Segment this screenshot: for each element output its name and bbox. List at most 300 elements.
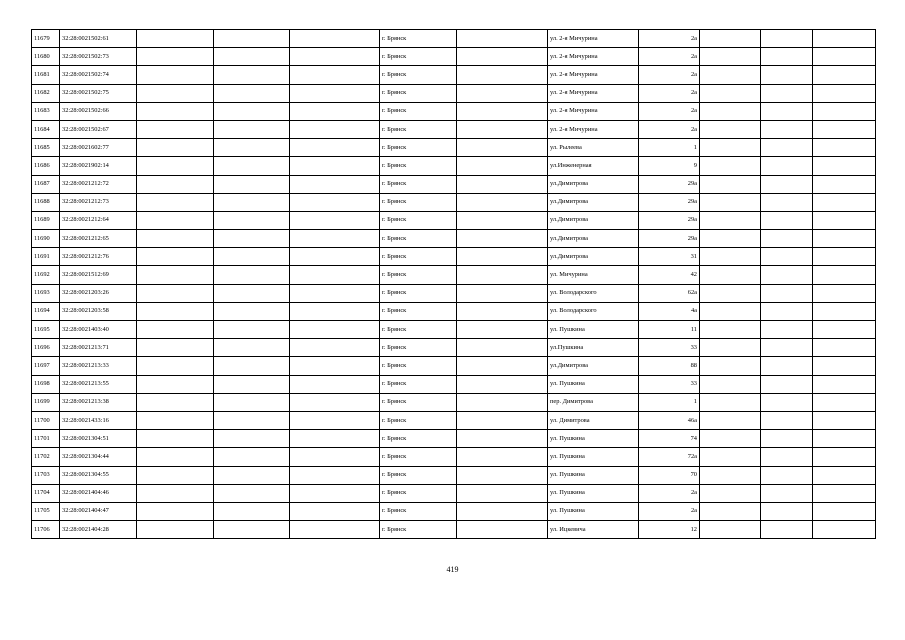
empty-cell bbox=[700, 84, 761, 102]
empty-cell bbox=[290, 84, 380, 102]
empty-cell bbox=[457, 375, 548, 393]
empty-cell bbox=[700, 48, 761, 66]
row-number: 11680 bbox=[32, 48, 60, 66]
empty-cell bbox=[813, 284, 876, 302]
cadastral-number: 32:28:0021304:44 bbox=[60, 448, 137, 466]
table-row bbox=[32, 448, 876, 466]
city-cell: г. Брянск bbox=[380, 102, 457, 120]
empty-cell bbox=[137, 284, 214, 302]
empty-cell bbox=[290, 175, 380, 193]
empty-cell bbox=[700, 248, 761, 266]
empty-cell bbox=[137, 430, 214, 448]
street-cell: ул.Димитрова bbox=[548, 211, 639, 229]
empty-cell bbox=[290, 248, 380, 266]
empty-cell bbox=[137, 193, 214, 211]
street-cell: ул. 2-я Мичурина bbox=[548, 30, 639, 48]
city-cell: г. Брянск bbox=[380, 321, 457, 339]
street-cell: пер. Димитрова bbox=[548, 393, 639, 411]
empty-cell bbox=[457, 139, 548, 157]
cadastral-number: 32:28:0021502:61 bbox=[60, 30, 137, 48]
empty-cell bbox=[813, 248, 876, 266]
empty-cell bbox=[761, 375, 813, 393]
street-cell: ул. 2-я Мичурина bbox=[548, 66, 639, 84]
empty-cell bbox=[700, 393, 761, 411]
row-number: 11690 bbox=[32, 230, 60, 248]
street-cell: ул. Пушкина bbox=[548, 502, 639, 520]
empty-cell bbox=[761, 302, 813, 320]
empty-cell bbox=[290, 484, 380, 502]
empty-cell bbox=[700, 302, 761, 320]
empty-cell bbox=[813, 339, 876, 357]
empty-cell bbox=[457, 393, 548, 411]
empty-cell bbox=[761, 430, 813, 448]
street-cell: ул.Димитрова bbox=[548, 357, 639, 375]
empty-cell bbox=[700, 230, 761, 248]
cadastral-number: 32:28:0021213:38 bbox=[60, 393, 137, 411]
empty-cell bbox=[137, 521, 214, 539]
house-cell: 12 bbox=[639, 521, 700, 539]
empty-cell bbox=[290, 157, 380, 175]
empty-cell bbox=[137, 448, 214, 466]
empty-cell bbox=[290, 357, 380, 375]
street-cell: ул. Пушкина bbox=[548, 466, 639, 484]
cadastral-number: 32:28:0021212:73 bbox=[60, 193, 137, 211]
empty-cell bbox=[761, 193, 813, 211]
empty-cell bbox=[290, 284, 380, 302]
empty-cell bbox=[137, 120, 214, 138]
house-cell: 74 bbox=[639, 430, 700, 448]
row-number: 11701 bbox=[32, 430, 60, 448]
empty-cell bbox=[761, 30, 813, 48]
empty-cell bbox=[457, 211, 548, 229]
row-number: 11682 bbox=[32, 84, 60, 102]
empty-cell bbox=[700, 193, 761, 211]
house-cell: 2а bbox=[639, 66, 700, 84]
cadastral-number: 32:28:0021213:71 bbox=[60, 339, 137, 357]
empty-cell bbox=[457, 84, 548, 102]
house-cell: 2а bbox=[639, 502, 700, 520]
empty-cell bbox=[137, 30, 214, 48]
table-row bbox=[32, 266, 876, 284]
empty-cell bbox=[214, 102, 290, 120]
city-cell: г. Брянск bbox=[380, 357, 457, 375]
cadastral-number: 32:28:0021212:76 bbox=[60, 248, 137, 266]
empty-cell bbox=[214, 521, 290, 539]
row-number: 11686 bbox=[32, 157, 60, 175]
city-cell: г. Брянск bbox=[380, 339, 457, 357]
table-row bbox=[32, 502, 876, 520]
empty-cell bbox=[137, 466, 214, 484]
cadastral-number: 32:28:0021203:58 bbox=[60, 302, 137, 320]
empty-cell bbox=[700, 502, 761, 520]
empty-cell bbox=[700, 484, 761, 502]
empty-cell bbox=[700, 66, 761, 84]
table-row bbox=[32, 393, 876, 411]
row-number: 11684 bbox=[32, 120, 60, 138]
table-row bbox=[32, 248, 876, 266]
empty-cell bbox=[214, 339, 290, 357]
cadastral-number: 32:28:0021502:75 bbox=[60, 84, 137, 102]
city-cell: г. Брянск bbox=[380, 521, 457, 539]
table-row bbox=[32, 66, 876, 84]
city-cell: г. Брянск bbox=[380, 175, 457, 193]
street-cell: ул.Пушкина bbox=[548, 339, 639, 357]
house-cell: 29а bbox=[639, 193, 700, 211]
empty-cell bbox=[137, 502, 214, 520]
table-row bbox=[32, 284, 876, 302]
house-cell: 1 bbox=[639, 139, 700, 157]
empty-cell bbox=[137, 411, 214, 429]
table-row bbox=[32, 321, 876, 339]
empty-cell bbox=[290, 266, 380, 284]
table-row bbox=[32, 357, 876, 375]
empty-cell bbox=[137, 484, 214, 502]
row-number: 11695 bbox=[32, 321, 60, 339]
house-cell: 2а bbox=[639, 484, 700, 502]
empty-cell bbox=[813, 466, 876, 484]
cadastral-number: 32:28:0021304:51 bbox=[60, 430, 137, 448]
empty-cell bbox=[761, 411, 813, 429]
empty-cell bbox=[214, 266, 290, 284]
row-number: 11692 bbox=[32, 266, 60, 284]
empty-cell bbox=[290, 466, 380, 484]
empty-cell bbox=[457, 266, 548, 284]
empty-cell bbox=[290, 48, 380, 66]
empty-cell bbox=[761, 448, 813, 466]
empty-cell bbox=[214, 120, 290, 138]
empty-cell bbox=[813, 375, 876, 393]
house-cell: 70 bbox=[639, 466, 700, 484]
empty-cell bbox=[813, 430, 876, 448]
city-cell: г. Брянск bbox=[380, 484, 457, 502]
empty-cell bbox=[457, 284, 548, 302]
empty-cell bbox=[700, 339, 761, 357]
empty-cell bbox=[813, 484, 876, 502]
empty-cell bbox=[700, 411, 761, 429]
cadastral-number: 32:28:0021403:40 bbox=[60, 321, 137, 339]
empty-cell bbox=[457, 321, 548, 339]
city-cell: г. Брянск bbox=[380, 230, 457, 248]
empty-cell bbox=[137, 211, 214, 229]
empty-cell bbox=[761, 484, 813, 502]
empty-cell bbox=[457, 157, 548, 175]
empty-cell bbox=[761, 230, 813, 248]
house-cell: 29а bbox=[639, 230, 700, 248]
street-cell: ул. Рылеева bbox=[548, 139, 639, 157]
table-row bbox=[32, 466, 876, 484]
house-cell: 1 bbox=[639, 393, 700, 411]
empty-cell bbox=[457, 430, 548, 448]
street-cell: ул.Димитрова bbox=[548, 193, 639, 211]
empty-cell bbox=[214, 484, 290, 502]
empty-cell bbox=[457, 339, 548, 357]
empty-cell bbox=[761, 321, 813, 339]
empty-cell bbox=[813, 120, 876, 138]
house-cell: 2а bbox=[639, 84, 700, 102]
empty-cell bbox=[137, 266, 214, 284]
empty-cell bbox=[290, 211, 380, 229]
empty-cell bbox=[457, 30, 548, 48]
empty-cell bbox=[813, 521, 876, 539]
page-number: 419 bbox=[446, 565, 459, 574]
cadastral-number: 32:28:0021512:69 bbox=[60, 266, 137, 284]
row-number: 11704 bbox=[32, 484, 60, 502]
city-cell: г. Брянск bbox=[380, 120, 457, 138]
house-cell: 33 bbox=[639, 339, 700, 357]
empty-cell bbox=[761, 66, 813, 84]
city-cell: г. Брянск bbox=[380, 430, 457, 448]
empty-cell bbox=[214, 84, 290, 102]
empty-cell bbox=[290, 102, 380, 120]
street-cell: ул. Володарского bbox=[548, 302, 639, 320]
empty-cell bbox=[813, 266, 876, 284]
empty-cell bbox=[457, 120, 548, 138]
house-cell: 46а bbox=[639, 411, 700, 429]
table-row bbox=[32, 339, 876, 357]
empty-cell bbox=[214, 48, 290, 66]
city-cell: г. Брянск bbox=[380, 139, 457, 157]
table-row bbox=[32, 411, 876, 429]
empty-cell bbox=[137, 375, 214, 393]
house-cell: 2а bbox=[639, 30, 700, 48]
empty-cell bbox=[214, 411, 290, 429]
empty-cell bbox=[214, 139, 290, 157]
row-number: 11687 bbox=[32, 175, 60, 193]
empty-cell bbox=[700, 175, 761, 193]
empty-cell bbox=[137, 339, 214, 357]
empty-cell bbox=[290, 321, 380, 339]
empty-cell bbox=[700, 139, 761, 157]
empty-cell bbox=[700, 30, 761, 48]
empty-cell bbox=[457, 48, 548, 66]
city-cell: г. Брянск bbox=[380, 375, 457, 393]
empty-cell bbox=[214, 302, 290, 320]
empty-cell bbox=[761, 284, 813, 302]
empty-cell bbox=[700, 521, 761, 539]
empty-cell bbox=[761, 248, 813, 266]
empty-cell bbox=[761, 357, 813, 375]
empty-cell bbox=[137, 48, 214, 66]
row-number: 11681 bbox=[32, 66, 60, 84]
empty-cell bbox=[214, 30, 290, 48]
empty-cell bbox=[457, 357, 548, 375]
house-cell: 29а bbox=[639, 211, 700, 229]
cadastral-number: 32:28:0021502:74 bbox=[60, 66, 137, 84]
empty-cell bbox=[137, 84, 214, 102]
house-cell: 4а bbox=[639, 302, 700, 320]
empty-cell bbox=[137, 357, 214, 375]
row-number: 11696 bbox=[32, 339, 60, 357]
empty-cell bbox=[214, 66, 290, 84]
cadastral-number: 32:28:0021902:14 bbox=[60, 157, 137, 175]
empty-cell bbox=[214, 321, 290, 339]
street-cell: ул. Пушкина bbox=[548, 375, 639, 393]
house-cell: 62а bbox=[639, 284, 700, 302]
street-cell: ул. Пушкина bbox=[548, 321, 639, 339]
empty-cell bbox=[700, 284, 761, 302]
empty-cell bbox=[813, 230, 876, 248]
empty-cell bbox=[214, 193, 290, 211]
empty-cell bbox=[214, 230, 290, 248]
row-number: 11679 bbox=[32, 30, 60, 48]
cadastral-number: 32:28:0021404:47 bbox=[60, 502, 137, 520]
empty-cell bbox=[700, 466, 761, 484]
empty-cell bbox=[813, 102, 876, 120]
city-cell: г. Брянск bbox=[380, 502, 457, 520]
empty-cell bbox=[813, 84, 876, 102]
street-cell: ул. Пушкина bbox=[548, 430, 639, 448]
empty-cell bbox=[457, 248, 548, 266]
empty-cell bbox=[700, 448, 761, 466]
street-cell: ул.Димитрова bbox=[548, 230, 639, 248]
cadastral-number: 32:28:0021203:26 bbox=[60, 284, 137, 302]
city-cell: г. Брянск bbox=[380, 193, 457, 211]
empty-cell bbox=[813, 193, 876, 211]
empty-cell bbox=[137, 230, 214, 248]
empty-cell bbox=[457, 102, 548, 120]
street-cell: ул. Пушкина bbox=[548, 448, 639, 466]
empty-cell bbox=[290, 302, 380, 320]
street-cell: ул. Володарского bbox=[548, 284, 639, 302]
street-cell: ул.Инженерная bbox=[548, 157, 639, 175]
empty-cell bbox=[137, 248, 214, 266]
empty-cell bbox=[214, 448, 290, 466]
empty-cell bbox=[813, 175, 876, 193]
empty-cell bbox=[214, 375, 290, 393]
empty-cell bbox=[214, 502, 290, 520]
street-cell: ул.Димитрова bbox=[548, 248, 639, 266]
house-cell: 11 bbox=[639, 321, 700, 339]
empty-cell bbox=[813, 30, 876, 48]
empty-cell bbox=[214, 393, 290, 411]
table-row bbox=[32, 211, 876, 229]
house-cell: 42 bbox=[639, 266, 700, 284]
house-cell: 31 bbox=[639, 248, 700, 266]
street-cell: ул. 2-я Мичурина bbox=[548, 102, 639, 120]
row-number: 11697 bbox=[32, 357, 60, 375]
empty-cell bbox=[813, 393, 876, 411]
cadastral-number: 32:28:0021502:73 bbox=[60, 48, 137, 66]
empty-cell bbox=[137, 393, 214, 411]
empty-cell bbox=[290, 411, 380, 429]
table-row bbox=[32, 430, 876, 448]
city-cell: г. Брянск bbox=[380, 448, 457, 466]
cadastral-number: 32:28:0021213:55 bbox=[60, 375, 137, 393]
empty-cell bbox=[761, 502, 813, 520]
table-row bbox=[32, 302, 876, 320]
house-cell: 2а bbox=[639, 48, 700, 66]
empty-cell bbox=[214, 430, 290, 448]
empty-cell bbox=[290, 66, 380, 84]
empty-cell bbox=[137, 302, 214, 320]
empty-cell bbox=[290, 193, 380, 211]
empty-cell bbox=[761, 157, 813, 175]
house-cell: 72а bbox=[639, 448, 700, 466]
register-table bbox=[31, 29, 876, 539]
empty-cell bbox=[813, 448, 876, 466]
table-row bbox=[32, 157, 876, 175]
empty-cell bbox=[214, 175, 290, 193]
city-cell: г. Брянск bbox=[380, 302, 457, 320]
house-cell: 2а bbox=[639, 120, 700, 138]
row-number: 11688 bbox=[32, 193, 60, 211]
street-cell: ул.Димитрова bbox=[548, 175, 639, 193]
empty-cell bbox=[813, 411, 876, 429]
empty-cell bbox=[290, 393, 380, 411]
city-cell: г. Брянск bbox=[380, 84, 457, 102]
empty-cell bbox=[813, 48, 876, 66]
empty-cell bbox=[813, 357, 876, 375]
house-cell: 33 bbox=[639, 375, 700, 393]
city-cell: г. Брянск bbox=[380, 211, 457, 229]
empty-cell bbox=[137, 157, 214, 175]
table-row bbox=[32, 375, 876, 393]
empty-cell bbox=[700, 211, 761, 229]
empty-cell bbox=[700, 266, 761, 284]
cadastral-number: 32:28:0021404:46 bbox=[60, 484, 137, 502]
cadastral-number: 32:28:0021602:77 bbox=[60, 139, 137, 157]
empty-cell bbox=[457, 502, 548, 520]
empty-cell bbox=[700, 321, 761, 339]
empty-cell bbox=[290, 448, 380, 466]
empty-cell bbox=[290, 30, 380, 48]
empty-cell bbox=[761, 48, 813, 66]
house-cell: 9 bbox=[639, 157, 700, 175]
empty-cell bbox=[290, 430, 380, 448]
empty-cell bbox=[290, 120, 380, 138]
empty-cell bbox=[137, 321, 214, 339]
empty-cell bbox=[137, 66, 214, 84]
empty-cell bbox=[761, 102, 813, 120]
empty-cell bbox=[457, 193, 548, 211]
row-number: 11691 bbox=[32, 248, 60, 266]
row-number: 11693 bbox=[32, 284, 60, 302]
row-number: 11683 bbox=[32, 102, 60, 120]
street-cell: ул. Ицкевича bbox=[548, 521, 639, 539]
empty-cell bbox=[761, 466, 813, 484]
register-table-body bbox=[32, 30, 876, 539]
city-cell: г. Брянск bbox=[380, 284, 457, 302]
empty-cell bbox=[761, 339, 813, 357]
empty-cell bbox=[813, 321, 876, 339]
table-row bbox=[32, 230, 876, 248]
row-number: 11699 bbox=[32, 393, 60, 411]
empty-cell bbox=[813, 502, 876, 520]
table-row bbox=[32, 84, 876, 102]
cadastral-number: 32:28:0021404:28 bbox=[60, 521, 137, 539]
house-cell: 88 bbox=[639, 357, 700, 375]
empty-cell bbox=[457, 521, 548, 539]
empty-cell bbox=[700, 430, 761, 448]
cadastral-number: 32:28:0021304:55 bbox=[60, 466, 137, 484]
house-cell: 29а bbox=[639, 175, 700, 193]
empty-cell bbox=[457, 448, 548, 466]
table-row bbox=[32, 193, 876, 211]
empty-cell bbox=[457, 66, 548, 84]
empty-cell bbox=[290, 339, 380, 357]
empty-cell bbox=[214, 466, 290, 484]
city-cell: г. Брянск bbox=[380, 248, 457, 266]
cadastral-number: 32:28:0021502:67 bbox=[60, 120, 137, 138]
street-cell: ул. 2-я Мичурина bbox=[548, 48, 639, 66]
empty-cell bbox=[214, 211, 290, 229]
empty-cell bbox=[137, 139, 214, 157]
empty-cell bbox=[214, 284, 290, 302]
cadastral-number: 32:28:0021212:65 bbox=[60, 230, 137, 248]
row-number: 11702 bbox=[32, 448, 60, 466]
empty-cell bbox=[290, 375, 380, 393]
city-cell: г. Брянск bbox=[380, 48, 457, 66]
